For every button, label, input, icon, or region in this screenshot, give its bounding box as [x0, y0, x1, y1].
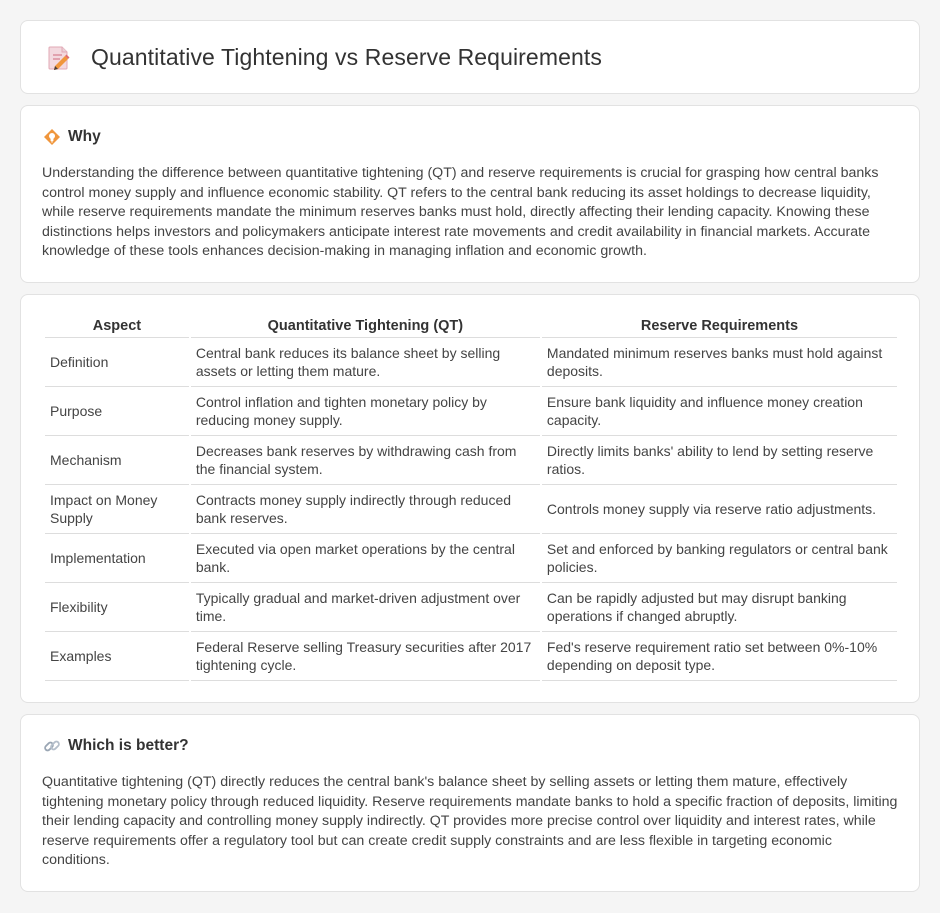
table-row [45, 485, 897, 534]
why-section [20, 105, 920, 283]
qt-cell: Federal Reserve selling Treasury securities after 2017 tightening cycle. [191, 632, 540, 681]
qt-cell: Contracts money supply indirectly through reduced bank reserves. [191, 485, 540, 534]
header-aspect: Aspect [45, 317, 189, 338]
qt-cell: Typically gradual and market-driven adjustment over time. [191, 583, 540, 632]
table-row [45, 338, 897, 387]
lightbulb-diamond-icon [43, 128, 61, 146]
aspect-cell: Examples [45, 632, 189, 681]
table-row [45, 387, 897, 436]
better-section [20, 714, 920, 892]
table-row [45, 632, 897, 681]
table-row [45, 534, 897, 583]
qt-cell: Central bank reduces its balance sheet by selling assets or letting them mature. [191, 338, 540, 387]
qt-cell: Decreases bank reserves by withdrawing cash from the financial system. [191, 436, 540, 485]
table-row [45, 583, 897, 632]
title-card [20, 20, 920, 94]
header-reserve-requirements: Reserve Requirements [542, 317, 897, 338]
link-icon [43, 737, 61, 755]
document-pencil-icon [47, 45, 71, 71]
table-row [45, 436, 897, 485]
aspect-cell: Definition [45, 338, 189, 387]
aspect-cell: Implementation [45, 534, 189, 583]
comparison-section [20, 294, 920, 703]
why-heading [43, 128, 101, 146]
aspect-cell: Flexibility [45, 583, 189, 632]
reserve-cell: Fed's reserve requirement ratio set between 0%-10% depending on deposit type. [542, 632, 897, 681]
page-header [47, 44, 602, 71]
aspect-cell: Purpose [45, 387, 189, 436]
reserve-cell: Can be rapidly adjusted but may disrupt banking operations if changed abruptly. [542, 583, 897, 632]
why-title: Why [68, 128, 101, 145]
qt-cell: Control inflation and tighten monetary policy by reducing money supply. [191, 387, 540, 436]
qt-cell: Executed via open market operations by the central bank. [191, 534, 540, 583]
reserve-cell: Ensure bank liquidity and influence money creation capacity. [542, 387, 897, 436]
better-title: Which is better? [68, 737, 189, 754]
better-heading [43, 737, 189, 755]
header-qt: Quantitative Tightening (QT) [191, 317, 540, 338]
why-text: Understanding the difference between quantitative tightening (QT) and reserve requirements is crucial for grasping how central banks control money supply and influence economic stability. QT refers to the central bank reducing its asset holdings to decrease liquidity, while reserve requirements mandate the minimum reserves banks must hold, directly affecting their lending capacity. Knowing these distinctions helps investors and policymakers anticipate interest rate movements and credit availability in financial markets. Accurate knowledge of these tools enhances decision-making in managing inflation and economic growth. [42, 165, 879, 260]
aspect-cell: Mechanism [45, 436, 189, 485]
reserve-cell: Controls money supply via reserve ratio adjustments. [542, 485, 897, 534]
reserve-cell: Set and enforced by banking regulators or central bank policies. [542, 534, 897, 583]
reserve-cell: Mandated minimum reserves banks must hold against deposits. [542, 338, 897, 387]
page-title: Quantitative Tightening vs Reserve Requirements [91, 44, 602, 70]
better-text: Quantitative tightening (QT) directly reduces the central bank's balance sheet by selling assets or letting them mature, effectively tightening monetary policy through reduced liquidity. Reserve requirements mandate banks to hold a specific fraction of deposits, limiting their lending capacity and controlling money supply indirectly. QT provides more precise control over liquidity and interest rates, while reserve requirements offer a regulatory tool but can create credit supply constraints and are less flexible in targeting economic conditions. [42, 774, 898, 869]
table-header-row [45, 317, 897, 338]
reserve-cell: Directly limits banks' ability to lend by setting reserve ratios. [542, 436, 897, 485]
comparison-table [43, 317, 899, 681]
aspect-cell: Impact on Money Supply [45, 485, 189, 534]
